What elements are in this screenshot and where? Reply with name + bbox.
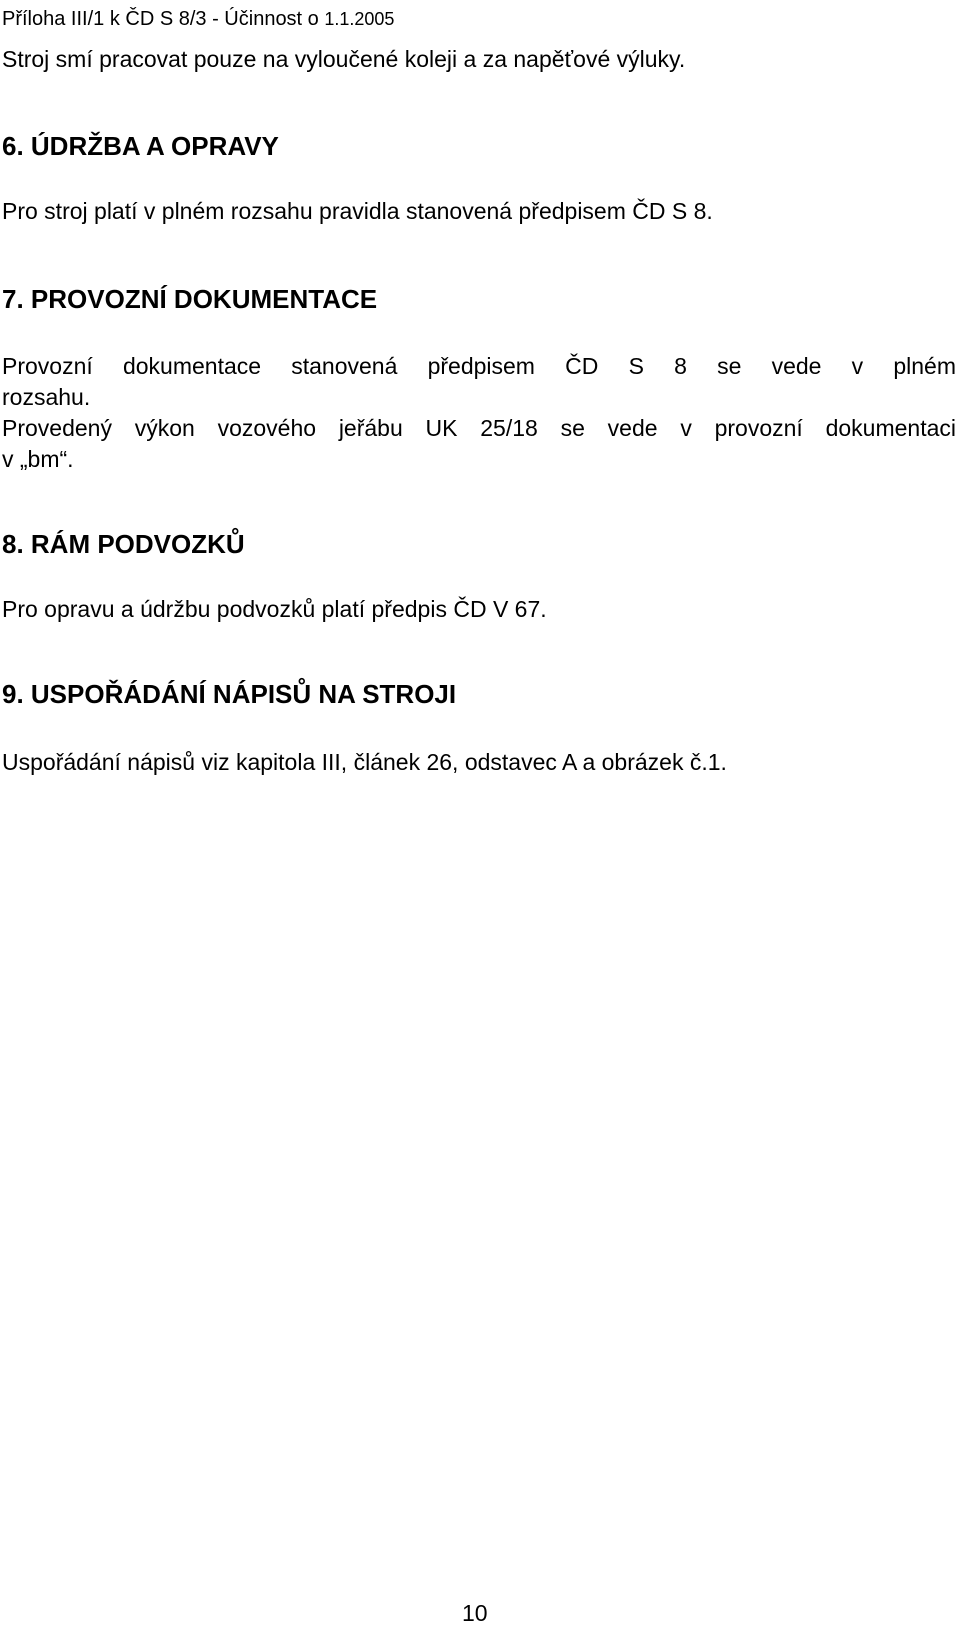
header-date: 1.1.2005 [324, 9, 395, 29]
section-7-paragraph-line-1: Provozní dokumentace stanovená předpisem ČD S 8 se vede v plném [2, 353, 956, 379]
page-number: 10 [462, 1600, 488, 1626]
section-7-paragraph-line-3: Provedený výkon vozového jeřábu UK 25/18 se vede v provozní dokumentaci [2, 415, 956, 441]
section-7-paragraph-line-2: rozsahu. [2, 384, 91, 410]
section-heading-9: 9. USPOŘÁDÁNÍ NÁPISŮ NA STROJI [2, 679, 457, 709]
section-7-paragraph-line-4: v „bm“. [2, 446, 74, 472]
section-heading-6: 6. ÚDRŽBA A OPRAVY [2, 131, 279, 161]
intro-paragraph: Stroj smí pracovat pouze na vyloučené koleji a za napěťové výluky. [2, 46, 686, 72]
section-9-paragraph: Uspořádání nápisů viz kapitola III, článek 26, odstavec A a obrázek č.1. [2, 749, 727, 775]
section-heading-8: 8. RÁM PODVOZKŮ [2, 529, 245, 559]
page-header [2, 6, 394, 32]
section-heading-7: 7. PROVOZNÍ DOKUMENTACE [2, 284, 378, 314]
section-6-paragraph: Pro stroj platí v plném rozsahu pravidla stanovená předpisem ČD S 8. [2, 198, 713, 224]
section-8-paragraph: Pro opravu a údržbu podvozků platí předpis ČD V 67. [2, 596, 547, 622]
header-text: Příloha III/1 k ČD S 8/3 - Účinnost o [2, 8, 325, 30]
